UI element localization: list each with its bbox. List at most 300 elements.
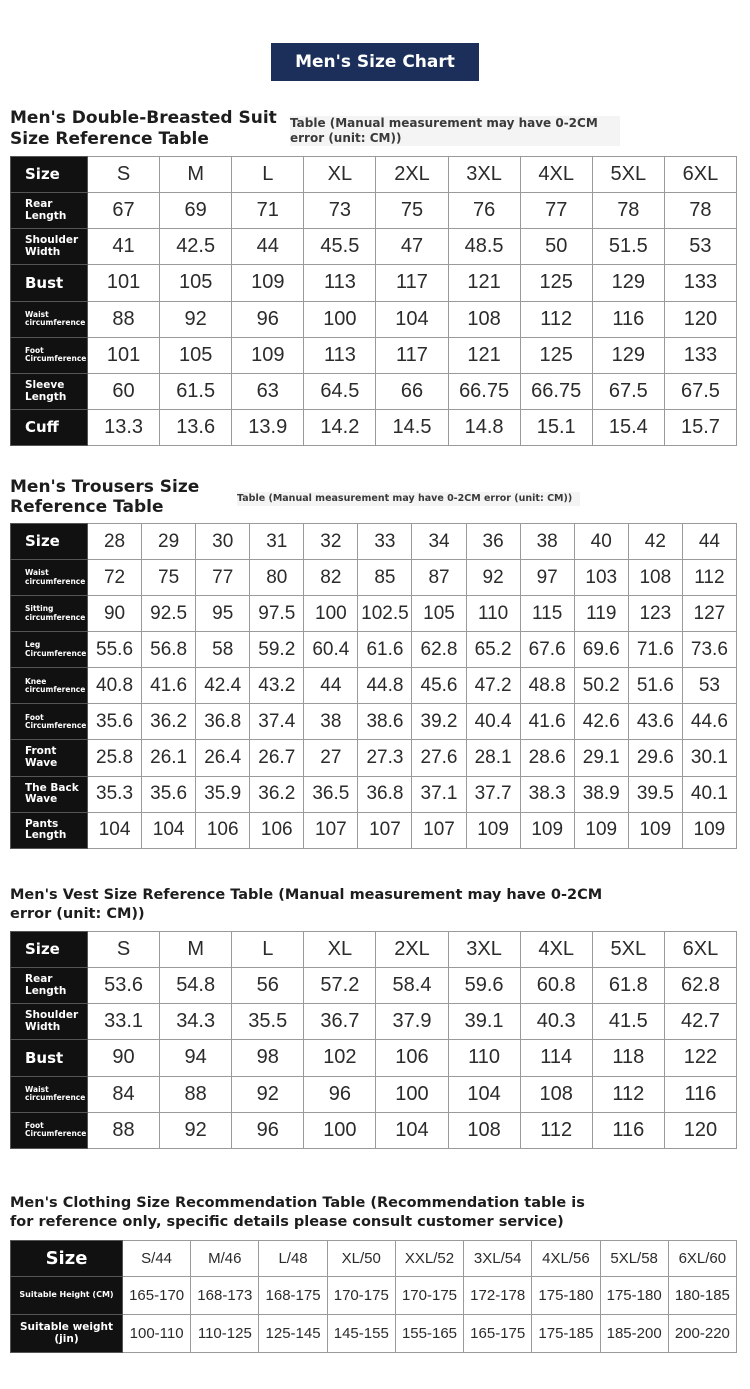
suit-row-label: Waist circumference — [11, 301, 88, 337]
vest-cell: 102 — [304, 1040, 376, 1076]
vest-cell: 106 — [376, 1040, 448, 1076]
trousers-cell: 38.3 — [520, 776, 574, 812]
suit-cell: 76 — [448, 193, 520, 229]
recommend-cell: 155-165 — [395, 1315, 463, 1353]
suit-title-line1: Men's Double-Breasted Suit — [10, 108, 277, 128]
vest-cell: 34.3 — [160, 1004, 232, 1040]
size-chart-banner: Men's Size Chart — [271, 43, 479, 81]
suit-cell: 121 — [448, 337, 520, 373]
vest-row-bust — [11, 1040, 737, 1076]
suit-cell: 88 — [88, 301, 160, 337]
recommend-cell: 172-178 — [464, 1277, 532, 1315]
suit-cell: 120 — [664, 301, 736, 337]
suit-cell: 67.5 — [592, 373, 664, 409]
suit-cell: 117 — [376, 337, 448, 373]
vest-cell: 37.9 — [376, 1004, 448, 1040]
suit-row-cuff — [11, 410, 737, 446]
suit-cell: 67.5 — [664, 373, 736, 409]
suit-cell: 125 — [520, 265, 592, 301]
trousers-size-40: 40 — [574, 524, 628, 560]
trousers-header-row — [11, 524, 737, 560]
suit-cell: 121 — [448, 265, 520, 301]
trousers-cell: 55.6 — [88, 632, 142, 668]
trousers-cell: 37.4 — [250, 704, 304, 740]
trousers-cell: 77 — [196, 560, 250, 596]
trousers-cell: 26.1 — [142, 740, 196, 776]
trousers-cell: 42.4 — [196, 668, 250, 704]
recommend-cell: 175-180 — [600, 1277, 668, 1315]
suit-row-waist-circumference — [11, 301, 737, 337]
vest-size-table — [10, 931, 737, 1149]
suit-row-label: Rear Length — [11, 193, 88, 229]
trousers-cell: 30.1 — [682, 740, 736, 776]
suit-cell: 129 — [592, 265, 664, 301]
vest-row-waist-circumference — [11, 1076, 737, 1112]
recommend-header-row — [11, 1241, 737, 1277]
trousers-cell: 37.1 — [412, 776, 466, 812]
suit-cell: 109 — [232, 265, 304, 301]
vest-row-label: Foot Circumference — [11, 1112, 88, 1148]
trousers-cell: 38.9 — [574, 776, 628, 812]
suit-cell: 78 — [664, 193, 736, 229]
suit-cell: 116 — [592, 301, 664, 337]
trousers-size-42: 42 — [628, 524, 682, 560]
trousers-cell: 40.1 — [682, 776, 736, 812]
trousers-cell: 38 — [304, 704, 358, 740]
trousers-row-label: Foot Circumference — [11, 704, 88, 740]
suit-cell: 53 — [664, 229, 736, 265]
trousers-cell: 27 — [304, 740, 358, 776]
trousers-row-label: Pants Length — [11, 812, 88, 848]
recommend-cell: 100-110 — [123, 1315, 191, 1353]
vest-cell: 118 — [592, 1040, 664, 1076]
recommend-size-4xl-56: 4XL/56 — [532, 1241, 600, 1277]
suit-cell: 13.6 — [160, 410, 232, 446]
suit-table-title — [10, 108, 277, 150]
trousers-size-38: 38 — [520, 524, 574, 560]
vest-row-label: Waist circumference — [11, 1076, 88, 1112]
suit-cell: 113 — [304, 337, 376, 373]
vest-size-5xl: 5XL — [592, 932, 664, 968]
suit-cell: 47 — [376, 229, 448, 265]
suit-cell: 66.75 — [520, 373, 592, 409]
suit-cell: 101 — [88, 265, 160, 301]
suit-cell: 13.3 — [88, 410, 160, 446]
trousers-cell: 35.9 — [196, 776, 250, 812]
trousers-row-label: Knee circumference — [11, 668, 88, 704]
vest-cell: 94 — [160, 1040, 232, 1076]
trousers-cell: 29.6 — [628, 740, 682, 776]
trousers-cell: 27.3 — [358, 740, 412, 776]
trousers-cell: 25.8 — [88, 740, 142, 776]
trousers-cell: 40.8 — [88, 668, 142, 704]
trousers-row-the-back-wave — [11, 776, 737, 812]
recommend-cell: 185-200 — [600, 1315, 668, 1353]
suit-cell: 133 — [664, 337, 736, 373]
trousers-row-front-wave — [11, 740, 737, 776]
trousers-cell: 36.8 — [196, 704, 250, 740]
trousers-cell: 43.2 — [250, 668, 304, 704]
trousers-cell: 41.6 — [142, 668, 196, 704]
trousers-cell: 100 — [304, 596, 358, 632]
trousers-cell: 28.6 — [520, 740, 574, 776]
vest-cell: 90 — [88, 1040, 160, 1076]
recommend-cell: 165-170 — [123, 1277, 191, 1315]
vest-cell: 42.7 — [664, 1004, 736, 1040]
trousers-cell: 103 — [574, 560, 628, 596]
suit-row-bust — [11, 265, 737, 301]
recommend-cell: 170-175 — [395, 1277, 463, 1315]
recommend-table-title — [10, 1194, 585, 1232]
recommend-row-suitable-height-cm — [11, 1277, 737, 1315]
trousers-cell: 71.6 — [628, 632, 682, 668]
trousers-size-table — [10, 523, 737, 849]
suit-cell: 14.2 — [304, 410, 376, 446]
suit-cell: 96 — [232, 301, 304, 337]
vest-cell: 56 — [232, 968, 304, 1004]
suit-size-4xl: 4XL — [520, 157, 592, 193]
trousers-row-waist-circumference — [11, 560, 737, 596]
vest-cell: 62.8 — [664, 968, 736, 1004]
recommend-size-s-44: S/44 — [123, 1241, 191, 1277]
suit-row-label: Shoulder Width — [11, 229, 88, 265]
suit-cell: 69 — [160, 193, 232, 229]
vest-header-row — [11, 932, 737, 968]
recommend-cell: 145-155 — [327, 1315, 395, 1353]
suit-cell: 108 — [448, 301, 520, 337]
vest-cell: 98 — [232, 1040, 304, 1076]
trousers-cell: 82 — [304, 560, 358, 596]
trousers-cell: 65.2 — [466, 632, 520, 668]
vest-row-label: Shoulder Width — [11, 1004, 88, 1040]
trousers-size-34: 34 — [412, 524, 466, 560]
vest-cell: 120 — [664, 1112, 736, 1148]
suit-cell: 66.75 — [448, 373, 520, 409]
recommend-cell: 168-173 — [191, 1277, 259, 1315]
trousers-cell: 47.2 — [466, 668, 520, 704]
trousers-size-36: 36 — [466, 524, 520, 560]
trousers-cell: 51.6 — [628, 668, 682, 704]
suit-cell: 101 — [88, 337, 160, 373]
trousers-cell: 69.6 — [574, 632, 628, 668]
suit-cell: 60 — [88, 373, 160, 409]
vest-row-label: Rear Length — [11, 968, 88, 1004]
trousers-cell: 115 — [520, 596, 574, 632]
suit-cell: 44 — [232, 229, 304, 265]
recommend-size-6xl-60: 6XL/60 — [668, 1241, 736, 1277]
trousers-cell: 92 — [466, 560, 520, 596]
suit-row-label: Cuff — [11, 410, 88, 446]
suit-note-line1: Table (Manual measurement may have 0-2CM — [290, 116, 598, 130]
vest-cell: 112 — [592, 1076, 664, 1112]
vest-table-title — [10, 886, 602, 924]
trousers-size-header-label: Size — [11, 524, 88, 560]
trousers-cell: 80 — [250, 560, 304, 596]
trousers-row-pants-length — [11, 812, 737, 848]
trousers-row-sitting-circumference — [11, 596, 737, 632]
suit-cell: 67 — [88, 193, 160, 229]
vest-cell: 114 — [520, 1040, 592, 1076]
trousers-title-line1: Men's Trousers Size — [10, 477, 200, 497]
suit-cell: 45.5 — [304, 229, 376, 265]
vest-cell: 116 — [664, 1076, 736, 1112]
trousers-cell: 53 — [682, 668, 736, 704]
trousers-cell: 45.6 — [412, 668, 466, 704]
trousers-cell: 39.2 — [412, 704, 466, 740]
recommend-cell: 200-220 — [668, 1315, 736, 1353]
trousers-cell: 39.5 — [628, 776, 682, 812]
vest-cell: 92 — [160, 1112, 232, 1148]
suit-cell: 75 — [376, 193, 448, 229]
vest-size-m: M — [160, 932, 232, 968]
trousers-table-title — [10, 477, 199, 517]
trousers-cell: 50.2 — [574, 668, 628, 704]
trousers-cell: 38.6 — [358, 704, 412, 740]
suit-cell: 78 — [592, 193, 664, 229]
trousers-cell: 108 — [628, 560, 682, 596]
trousers-row-label: Waist circumference — [11, 560, 88, 596]
trousers-cell: 97 — [520, 560, 574, 596]
vest-cell: 88 — [160, 1076, 232, 1112]
vest-cell: 100 — [304, 1112, 376, 1148]
vest-cell: 112 — [520, 1112, 592, 1148]
suit-cell: 48.5 — [448, 229, 520, 265]
vest-row-shoulder-width — [11, 1004, 737, 1040]
trousers-cell: 36.2 — [142, 704, 196, 740]
trousers-cell: 112 — [682, 560, 736, 596]
trousers-cell: 36.8 — [358, 776, 412, 812]
trousers-cell: 106 — [196, 812, 250, 848]
trousers-cell: 85 — [358, 560, 412, 596]
vest-cell: 122 — [664, 1040, 736, 1076]
trousers-cell: 72 — [88, 560, 142, 596]
recommend-size-l-48: L/48 — [259, 1241, 327, 1277]
recommend-size-table — [10, 1240, 737, 1353]
suit-title-line2: Size Reference Table — [10, 129, 209, 149]
trousers-cell: 73.6 — [682, 632, 736, 668]
trousers-cell: 109 — [466, 812, 520, 848]
suit-cell: 73 — [304, 193, 376, 229]
recommend-row-label: Suitable Height (CM) — [11, 1277, 123, 1315]
vest-title-line2: error (unit: CM)) — [10, 906, 145, 922]
trousers-row-leg-circumference — [11, 632, 737, 668]
suit-note-line2: error (unit: CM)) — [290, 131, 402, 145]
trousers-cell: 119 — [574, 596, 628, 632]
suit-cell: 113 — [304, 265, 376, 301]
vest-title-line1: Men's Vest Size Reference Table (Manual measurement may have 0-2CM — [10, 887, 603, 903]
trousers-cell: 35.6 — [88, 704, 142, 740]
trousers-cell: 110 — [466, 596, 520, 632]
trousers-cell: 75 — [142, 560, 196, 596]
trousers-size-32: 32 — [304, 524, 358, 560]
trousers-cell: 107 — [412, 812, 466, 848]
trousers-cell: 105 — [412, 596, 466, 632]
trousers-cell: 26.4 — [196, 740, 250, 776]
trousers-cell: 104 — [142, 812, 196, 848]
trousers-cell: 37.7 — [466, 776, 520, 812]
trousers-row-label: Leg Circumference — [11, 632, 88, 668]
vest-row-foot-circumference — [11, 1112, 737, 1148]
suit-cell: 15.7 — [664, 410, 736, 446]
trousers-size-44: 44 — [682, 524, 736, 560]
trousers-row-foot-circumference — [11, 704, 737, 740]
suit-cell: 105 — [160, 337, 232, 373]
vest-cell: 40.3 — [520, 1004, 592, 1040]
trousers-cell: 67.6 — [520, 632, 574, 668]
trousers-cell: 27.6 — [412, 740, 466, 776]
suit-cell: 50 — [520, 229, 592, 265]
recommend-size-xl-50: XL/50 — [327, 1241, 395, 1277]
recommend-size-header-label: Size — [11, 1241, 123, 1277]
recommend-cell: 175-180 — [532, 1277, 600, 1315]
trousers-cell: 109 — [628, 812, 682, 848]
trousers-cell: 107 — [358, 812, 412, 848]
suit-cell: 125 — [520, 337, 592, 373]
suit-size-2xl: 2XL — [376, 157, 448, 193]
vest-cell: 104 — [376, 1112, 448, 1148]
vest-cell: 39.1 — [448, 1004, 520, 1040]
recommend-size-xxl-52: XXL/52 — [395, 1241, 463, 1277]
trousers-cell: 87 — [412, 560, 466, 596]
suit-cell: 63 — [232, 373, 304, 409]
recommend-row-label: Suitable weight (jin) — [11, 1315, 123, 1353]
suit-cell: 41 — [88, 229, 160, 265]
suit-cell: 66 — [376, 373, 448, 409]
recommend-cell: 125-145 — [259, 1315, 327, 1353]
vest-cell: 100 — [376, 1076, 448, 1112]
suit-row-label: Foot Circumference — [11, 337, 88, 373]
vest-cell: 96 — [304, 1076, 376, 1112]
suit-cell: 109 — [232, 337, 304, 373]
trousers-cell: 26.7 — [250, 740, 304, 776]
trousers-cell: 102.5 — [358, 596, 412, 632]
suit-cell: 71 — [232, 193, 304, 229]
trousers-title-line2: Reference Table — [10, 497, 164, 517]
vest-size-s: S — [88, 932, 160, 968]
suit-cell: 112 — [520, 301, 592, 337]
suit-size-6xl: 6XL — [664, 157, 736, 193]
trousers-cell: 41.6 — [520, 704, 574, 740]
vest-cell: 108 — [520, 1076, 592, 1112]
trousers-cell: 56.8 — [142, 632, 196, 668]
suit-row-rear-length — [11, 193, 737, 229]
suit-cell: 61.5 — [160, 373, 232, 409]
suit-cell: 14.5 — [376, 410, 448, 446]
trousers-size-30: 30 — [196, 524, 250, 560]
suit-row-shoulder-width — [11, 229, 737, 265]
trousers-row-label: Front Wave — [11, 740, 88, 776]
recommend-size-3xl-54: 3XL/54 — [464, 1241, 532, 1277]
trousers-cell: 95 — [196, 596, 250, 632]
vest-cell: 110 — [448, 1040, 520, 1076]
recommend-cell: 175-185 — [532, 1315, 600, 1353]
vest-size-4xl: 4XL — [520, 932, 592, 968]
suit-measurement-note — [290, 116, 620, 146]
suit-cell: 100 — [304, 301, 376, 337]
trousers-size-29: 29 — [142, 524, 196, 560]
recommend-cell: 170-175 — [327, 1277, 395, 1315]
trousers-cell: 107 — [304, 812, 358, 848]
suit-cell: 42.5 — [160, 229, 232, 265]
trousers-cell: 48.8 — [520, 668, 574, 704]
suit-cell: 77 — [520, 193, 592, 229]
vest-size-header-label: Size — [11, 932, 88, 968]
vest-size-6xl: 6XL — [664, 932, 736, 968]
suit-cell: 92 — [160, 301, 232, 337]
vest-cell: 59.6 — [448, 968, 520, 1004]
trousers-cell: 123 — [628, 596, 682, 632]
trousers-cell: 104 — [88, 812, 142, 848]
vest-cell: 92 — [232, 1076, 304, 1112]
trousers-cell: 109 — [574, 812, 628, 848]
vest-size-2xl: 2XL — [376, 932, 448, 968]
trousers-cell: 109 — [682, 812, 736, 848]
suit-cell: 104 — [376, 301, 448, 337]
recommend-title-line1: Men's Clothing Size Recommendation Table (Recommendation table is — [10, 1195, 585, 1211]
vest-cell: 36.7 — [304, 1004, 376, 1040]
suit-row-label: Bust — [11, 265, 88, 301]
trousers-row-label: The Back Wave — [11, 776, 88, 812]
suit-cell: 13.9 — [232, 410, 304, 446]
vest-cell: 61.8 — [592, 968, 664, 1004]
trousers-cell: 35.3 — [88, 776, 142, 812]
suit-size-table — [10, 156, 737, 446]
trousers-row-knee-circumference — [11, 668, 737, 704]
suit-cell: 15.1 — [520, 410, 592, 446]
vest-cell: 54.8 — [160, 968, 232, 1004]
suit-size-m: M — [160, 157, 232, 193]
trousers-cell: 44.6 — [682, 704, 736, 740]
suit-size-5xl: 5XL — [592, 157, 664, 193]
vest-cell: 60.8 — [520, 968, 592, 1004]
suit-cell: 105 — [160, 265, 232, 301]
trousers-cell: 29.1 — [574, 740, 628, 776]
recommend-cell: 110-125 — [191, 1315, 259, 1353]
trousers-cell: 43.6 — [628, 704, 682, 740]
suit-header-row — [11, 157, 737, 193]
trousers-cell: 36.5 — [304, 776, 358, 812]
trousers-cell: 106 — [250, 812, 304, 848]
trousers-measurement-note: Table (Manual measurement may have 0-2CM error (unit: CM)) — [237, 492, 580, 506]
vest-size-xl: XL — [304, 932, 376, 968]
trousers-size-33: 33 — [358, 524, 412, 560]
suit-size-header-label: Size — [11, 157, 88, 193]
trousers-cell: 109 — [520, 812, 574, 848]
vest-row-label: Bust — [11, 1040, 88, 1076]
vest-size-l: L — [232, 932, 304, 968]
vest-cell: 35.5 — [232, 1004, 304, 1040]
trousers-cell: 62.8 — [412, 632, 466, 668]
vest-row-rear-length — [11, 968, 737, 1004]
trousers-cell: 127 — [682, 596, 736, 632]
suit-row-sleeve-length — [11, 373, 737, 409]
suit-size-3xl: 3XL — [448, 157, 520, 193]
trousers-cell: 59.2 — [250, 632, 304, 668]
suit-row-foot-circumference — [11, 337, 737, 373]
trousers-cell: 44 — [304, 668, 358, 704]
vest-cell: 108 — [448, 1112, 520, 1148]
trousers-cell: 97.5 — [250, 596, 304, 632]
recommend-size-m-46: M/46 — [191, 1241, 259, 1277]
vest-cell: 88 — [88, 1112, 160, 1148]
vest-cell: 58.4 — [376, 968, 448, 1004]
trousers-row-label: Sitting circumference — [11, 596, 88, 632]
suit-size-xl: XL — [304, 157, 376, 193]
vest-size-3xl: 3XL — [448, 932, 520, 968]
recommend-cell: 180-185 — [668, 1277, 736, 1315]
trousers-size-31: 31 — [250, 524, 304, 560]
suit-size-l: L — [232, 157, 304, 193]
